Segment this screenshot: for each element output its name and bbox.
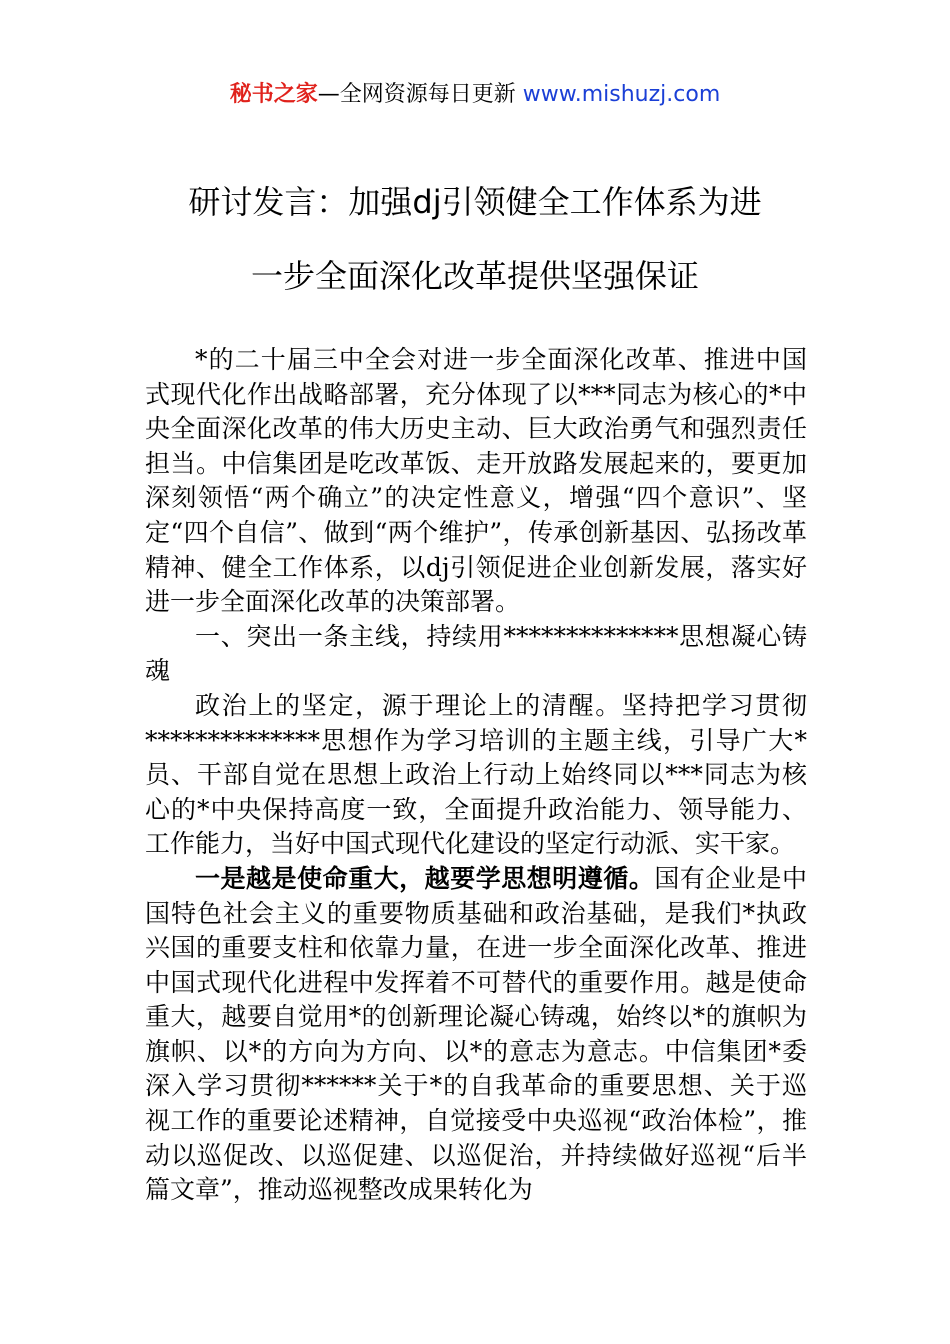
paragraph-mission-lead: 一是越是使命重大，越要学思想明遵循。 (195, 863, 655, 893)
title-line-2: 一步全面深化改革提供坚强保证 (250, 257, 699, 295)
document-title (100, 180, 850, 328)
site-brand: 秘书之家 (229, 82, 318, 107)
site-slogan: —全网资源每日更新 (317, 82, 523, 107)
paragraph-mission-text: 国有企业是中国特色社会主义的重要物质基础和政治基础，是我们*执政兴国的重要支柱和依靠力量，在进一步全面深化改革、推进中国式现代化进程中发挥着不可替代的重要作用。越是使命重大，越要自觉用*的创新理论凝心铸魂，始终以*的旗帜为旗帜、以*的方向为方向、以*的意志为意志。中信集团*委深入学习贯彻******关于*的自我革命的重要思想、关于巡视工作的重要论述精神，自觉接受中央巡视“政治体检”，推动以巡促改、以巡促建、以巡促治，并持续做好巡视“后半篇文章”，推动巡视整改成果转化为 (145, 863, 807, 1205)
paragraph-mission (145, 862, 807, 1208)
document-body (145, 343, 807, 1208)
paragraph-political: 政治上的坚定，源于理论上的清醒。坚持把学习贯彻**************思想作为学习培训的主题主线，引导广大*员、干部自觉在思想上政治上行动上始终同以***同志为核心的*中央保持高度一致，全面提升政治能力、领导能力、工作能力，当好中国式现代化建设的坚定行动派、实干家。 (145, 690, 807, 859)
site-header (0, 80, 950, 110)
site-url-link[interactable]: www.mishuzj.com (522, 82, 721, 107)
section-heading-1: 一、突出一条主线，持续用**************思想凝心铸魂 (145, 621, 807, 686)
paragraph-intro: *的二十届三中全会对进一步全面深化改革、推进中国式现代化作出战略部署，充分体现了以***同志为核心的*中央全面深化改革的伟大历史主动、巨大政治勇气和强烈责任担当。中信集团是吃改革饭、走开放路发展起来的，要更加深刻领悟“两个确立”的决定性意义，增强“四个意识”、坚定“四个自信”、做到“两个维护”，传承创新基因、弘扬改革精神、健全工作体系，以dj引领促进企业创新发展，落实好进一步全面深化改革的决策部署。 (145, 345, 807, 617)
title-line-1: 研讨发言：加强dj引领健全工作体系为进 (188, 183, 762, 221)
